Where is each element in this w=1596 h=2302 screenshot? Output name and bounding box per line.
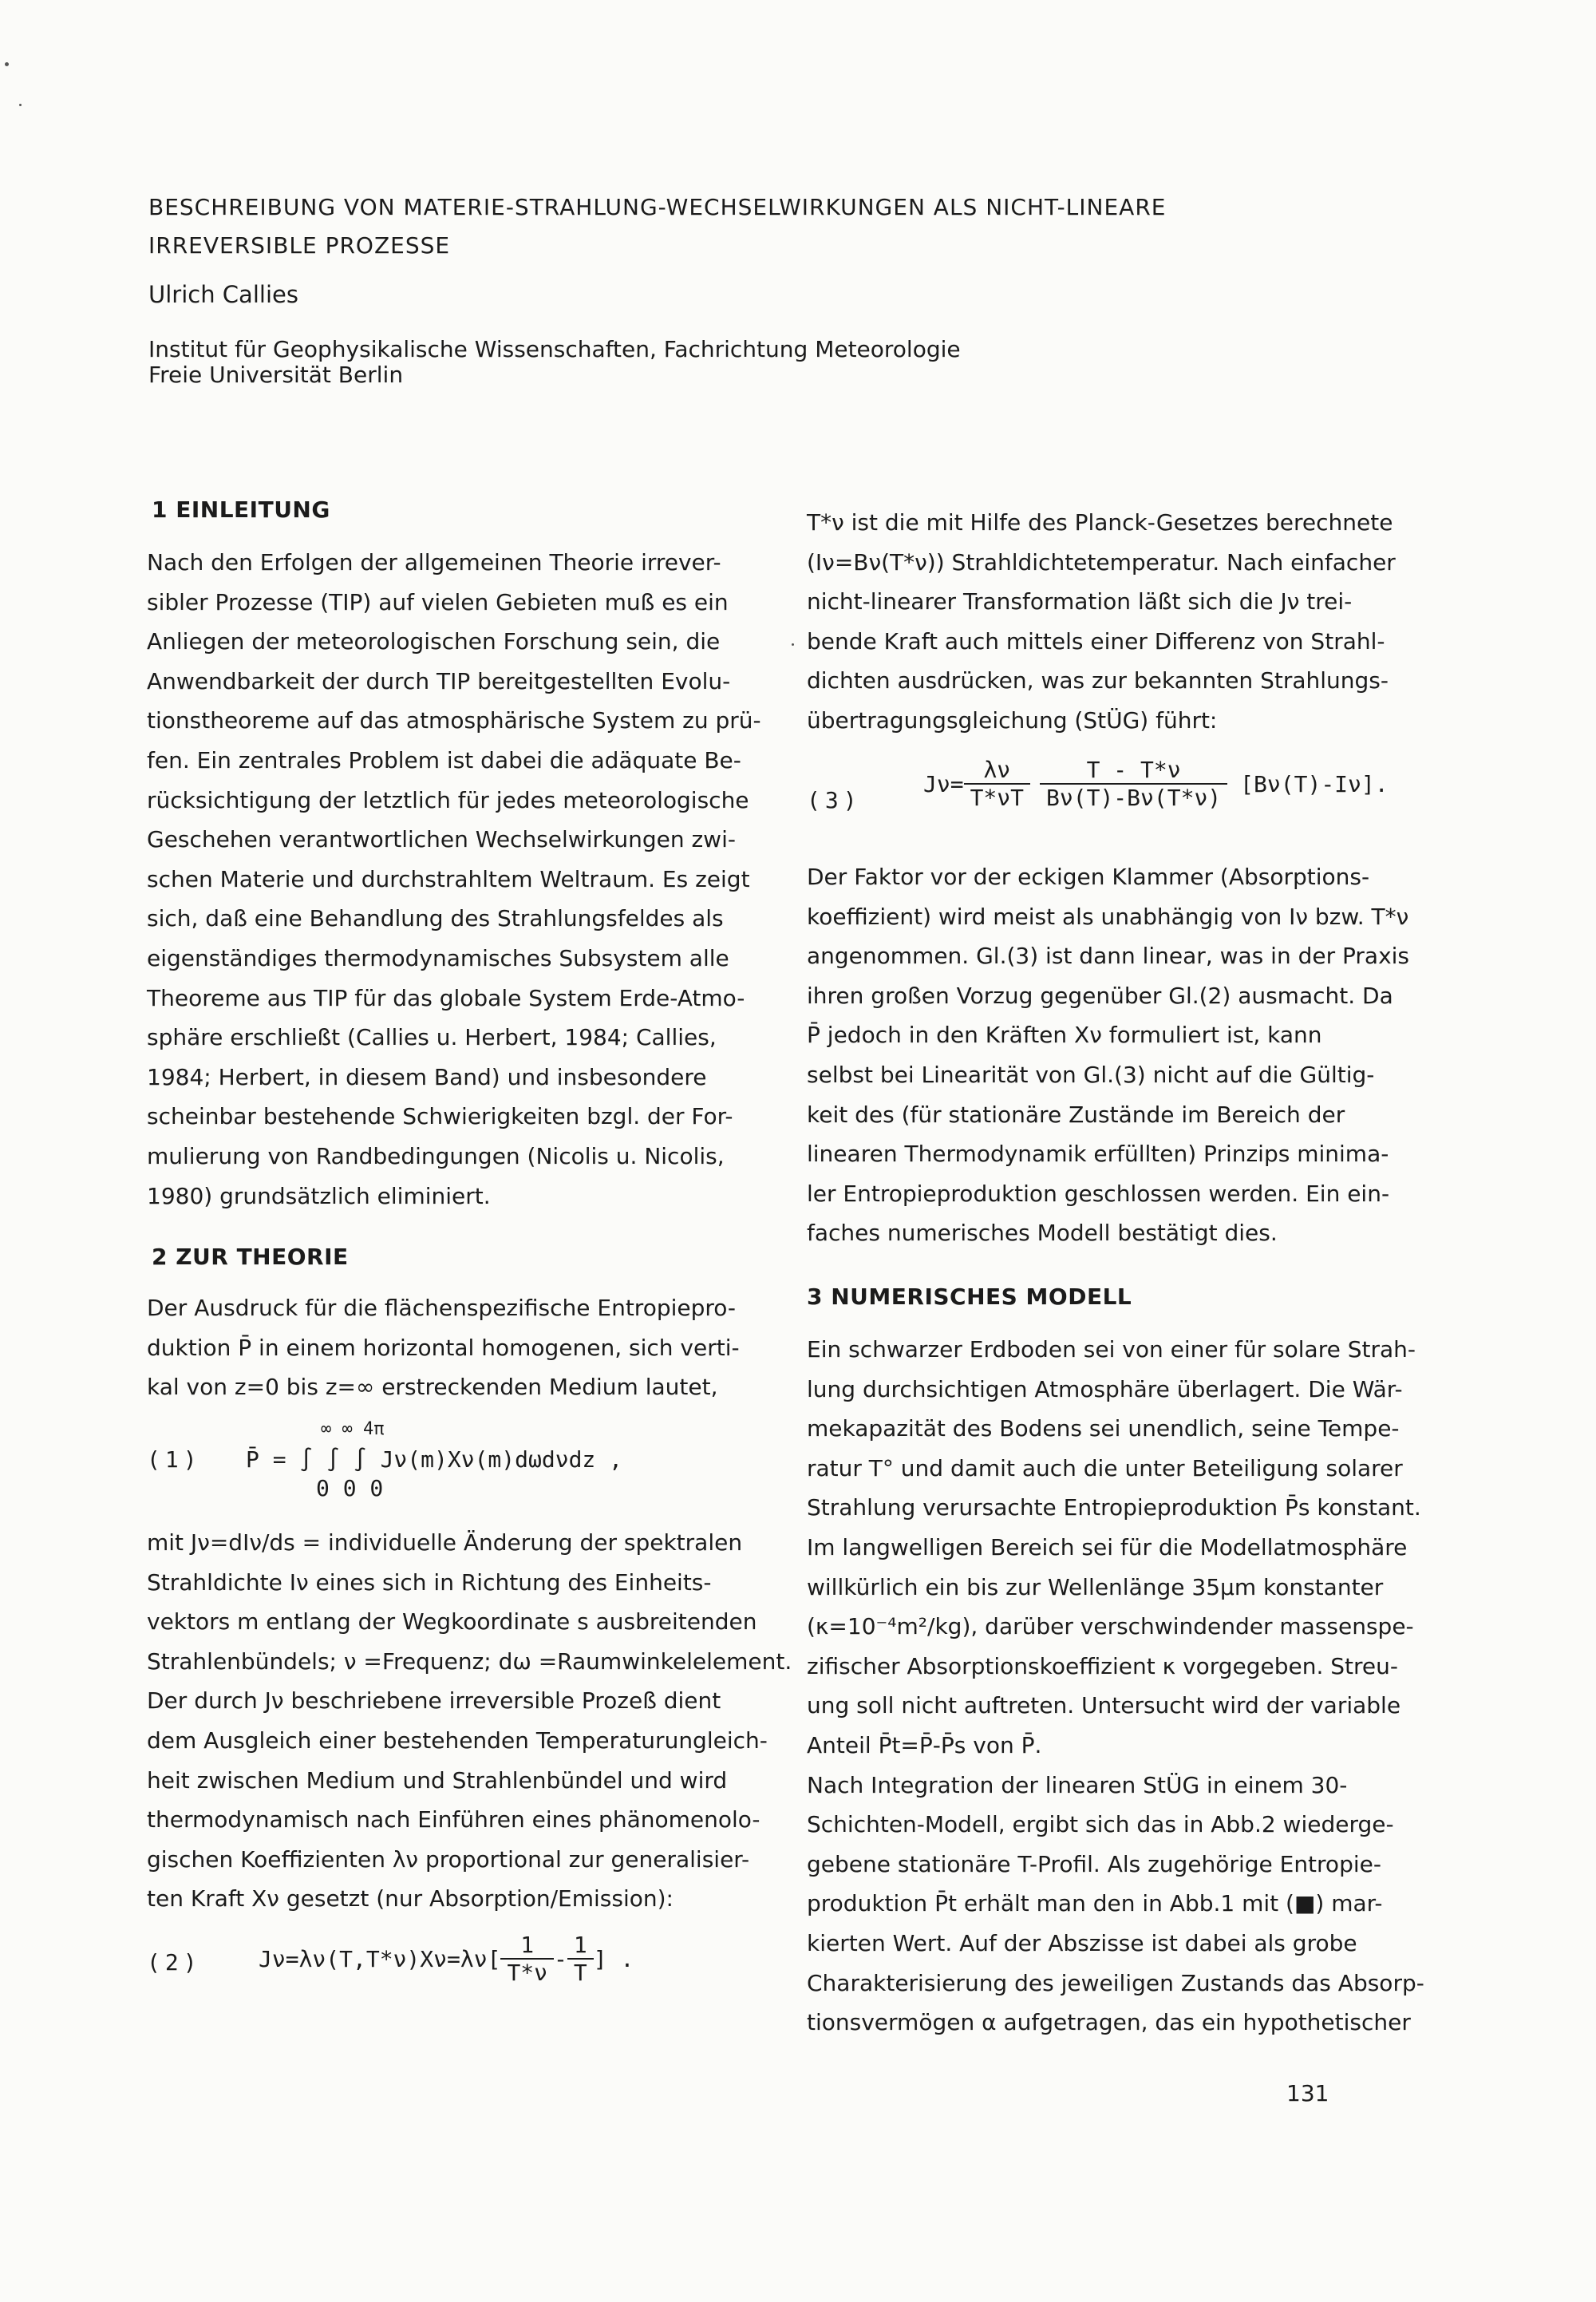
text-line: dem Ausgleich einer bestehenden Temperaturungleich-: [147, 1726, 768, 1754]
text-line: Charakterisierung des jeweiligen Zustands das Absorp-: [807, 1969, 1424, 1996]
page-number: 131: [1286, 2080, 1329, 2106]
text-line: 1984; Herbert, in diesem Band) und insbesondere: [147, 1063, 707, 1090]
equation-3-fraction-1: [964, 757, 1030, 811]
scan-speck: [792, 643, 794, 646]
text-line: Im langwelligen Bereich sei für die Modellatmosphäre: [807, 1533, 1408, 1560]
text-line: keit des (für stationäre Zustände im Bereich der: [807, 1101, 1345, 1128]
text-line: tionstheoreme auf das atmosphärische System zu prü-: [147, 707, 761, 734]
text-line: Nach den Erfolgen der allgemeinen Theorie irrever-: [147, 549, 721, 576]
text-line: Der Ausdruck für die flächenspezifische Entropiepro-: [147, 1295, 737, 1321]
equation-3-number: (3): [807, 787, 862, 813]
text-line: sphäre erschließt (Callies u. Herbert, 1984; Callies,: [147, 1024, 717, 1051]
equation-2-fraction-2-denominator: T: [573, 1960, 587, 1986]
equation-2-lhs: Jν=λν(T,T*ν)Xν=λν[: [259, 1945, 501, 1972]
section-2-text-b: [147, 1523, 792, 1919]
author-name: Ulrich Callies: [148, 281, 298, 308]
section-3-text: [807, 1330, 1437, 2043]
text-line: mulierung von Randbedingungen (Nicolis u. Nicolis,: [147, 1142, 725, 1169]
text-line: T*ν ist die mit Hilfe des Planck-Gesetzes berechnete: [807, 509, 1393, 536]
section-1-text: [147, 543, 777, 1216]
text-line: Theoreme aus TIP für das globale System Erde-Atmo-: [147, 984, 745, 1011]
text-line: ler Entropieproduktion geschlossen werden. Ein ein-: [807, 1180, 1390, 1207]
text-line: sich, daß eine Behandlung des Strahlungsfeldes als: [147, 905, 724, 932]
text-line: lung durchsichtigen Atmosphäre überlagert. Die Wär-: [807, 1375, 1403, 1402]
text-line: selbst bei Linearität von Gl.(3) nicht auf die Gültig-: [807, 1061, 1375, 1088]
text-line: fen. Ein zentrales Problem ist dabei die adäquate Be-: [147, 746, 741, 773]
text-line: ihren großen Vorzug gegenüber Gl.(2) ausmacht. Da: [807, 982, 1393, 1009]
text-line: Strahldichte Iν eines sich in Richtung des Einheits-: [147, 1568, 712, 1596]
text-line: kal von z=0 bis z=∞ erstreckenden Medium lautet,: [147, 1374, 718, 1401]
equation-1-lower-limits: 0 0 0: [316, 1475, 384, 1501]
text-line: gebene stationäre T-Profil. Als zugehörige Entropie-: [807, 1850, 1381, 1877]
text-line: Geschehen verantwortlichen Wechselwirkungen zwi-: [147, 826, 736, 853]
text-line: Schichten-Modell, ergibt sich das in Abb.2 wiederge-: [807, 1811, 1394, 1838]
text-line: ten Kraft Xν gesetzt (nur Absorption/Emission):: [147, 1885, 674, 1912]
text-line: Strahlung verursachte Entropieproduktion P̄s konstant.: [807, 1494, 1421, 1521]
scan-speck: [5, 62, 9, 66]
equation-2-end: ] .: [593, 1945, 634, 1972]
text-line: Anteil P̄t=P̄-P̄s von P̄.: [807, 1731, 1042, 1758]
text-line: produktion P̄t erhält man den in Abb.1 mit (■) mar-: [807, 1890, 1383, 1917]
text-line: tionsvermögen α aufgetragen, das ein hypothetischer: [807, 2009, 1411, 2036]
text-line: übertragungsgleichung (StÜG) führt:: [807, 706, 1218, 734]
text-line: gischen Koeffizienten λν proportional zur generalisier-: [147, 1845, 750, 1873]
equation-3-rhs: [Bν(T)-Iν].: [1240, 770, 1389, 797]
right-text-b: [807, 857, 1437, 1253]
text-line: thermodynamisch nach Einführen eines phänomenolo-: [147, 1806, 760, 1833]
text-line: willkürlich ein bis zur Wellenlänge 35μm konstanter: [807, 1573, 1384, 1600]
text-line: Der durch Jν beschriebene irreversible Prozeß dient: [147, 1687, 721, 1715]
section-3-heading: 3 NUMERISCHES MODELL: [807, 1284, 1132, 1310]
article-title-line-2: IRREVERSIBLE PROZESSE: [148, 232, 451, 259]
text-line: Anliegen der meteorologischen Forschung sein, die: [147, 628, 721, 655]
equation-1-number: (1): [147, 1446, 202, 1473]
section-2-heading: 2 ZUR THEORIE: [152, 1244, 349, 1270]
text-line: P̄ jedoch in den Kräften Xν formuliert ist, kann: [807, 1022, 1322, 1049]
text-line: sibler Prozesse (TIP) auf vielen Gebieten muß es ein: [147, 588, 729, 615]
equation-2-fraction-2: [567, 1932, 594, 1986]
text-line: Strahlenbündels; ν =Frequenz; dω =Raumwinkelelement.: [147, 1647, 792, 1675]
text-line: schen Materie und durchstrahltem Weltraum. Es zeigt: [147, 865, 750, 892]
text-line: zifischer Absorptionskoeffizient κ vorgegeben. Streu-: [807, 1652, 1399, 1679]
article-title-line-1: BESCHREIBUNG VON MATERIE-STRAHLUNG-WECHSELWIRKUNGEN ALS NICHT-LINEARE: [148, 194, 1167, 220]
text-line: ratur T° und damit auch die unter Beteiligung solarer: [807, 1454, 1403, 1481]
equation-3-fraction-1-numerator: λν: [964, 757, 1030, 785]
institute-line-2: Freie Universität Berlin: [148, 362, 404, 388]
right-text-a: [807, 503, 1437, 741]
text-line: nicht-linearer Transformation läßt sich die Jν trei-: [807, 588, 1353, 615]
text-line: eigenständiges thermodynamisches Subsystem alle: [147, 944, 729, 971]
text-line: duktion P̄ in einem horizontal homogenen, sich verti-: [147, 1334, 740, 1361]
text-line: koeffizient) wird meist als unabhängig von Iν bzw. T*ν: [807, 903, 1409, 930]
text-line: vektors m entlang der Wegkoordinate s ausbreitenden: [147, 1608, 757, 1636]
equation-2-number: (2): [147, 1949, 202, 1976]
equation-1: P̄ = ∫ ∫ ∫ Jν(m)Xν(m)dωdνdz ,: [246, 1446, 623, 1473]
text-line: rücksichtigung der letztlich für jedes meteorologische: [147, 786, 749, 813]
equation-2-minus: -: [554, 1945, 567, 1972]
text-line: Anwendbarkeit der durch TIP bereitgestellten Evolu-: [147, 667, 731, 694]
equation-2-fraction-1-denominator: T*ν: [507, 1960, 548, 1986]
text-line: dichten ausdrücken, was zur bekannten Strahlungs-: [807, 667, 1389, 694]
equation-1-upper-limits: ∞ ∞ 4π: [321, 1419, 385, 1439]
article-header: [148, 188, 1457, 388]
equation-2-fraction-1-numerator: 1: [500, 1932, 554, 1960]
text-line: Nach Integration der linearen StÜG in einem 30-: [807, 1771, 1348, 1798]
text-line: heit zwischen Medium und Strahlenbündel und wird: [147, 1766, 728, 1794]
text-line: linearen Thermodynamik erfüllten) Prinzips minima-: [807, 1141, 1389, 1168]
text-line: Ein schwarzer Erdboden sei von einer für solare Strah-: [807, 1336, 1416, 1363]
text-line: (Iν=Bν(T*ν)) Strahldichtetemperatur. Nach einfacher: [807, 548, 1396, 576]
equation-3: [923, 757, 1389, 811]
equation-3-fraction-2: [1040, 757, 1227, 811]
text-line: mit Jν=dIν/ds = individuelle Änderung der spektralen: [147, 1529, 743, 1556]
section-2-text-a: [147, 1288, 777, 1407]
scan-speck: [19, 104, 22, 106]
text-line: faches numerisches Modell bestätigt dies.: [807, 1220, 1278, 1247]
text-line: mekapazität des Bodens sei unendlich, seine Tempe-: [807, 1415, 1400, 1442]
equation-3-lhs: Jν=: [923, 770, 964, 797]
text-line: scheinbar bestehende Schwierigkeiten bzgl. der For-: [147, 1103, 733, 1130]
text-line: ung soll nicht auftreten. Untersucht wird der variable: [807, 1692, 1401, 1719]
institute-line-1: Institut für Geophysikalische Wissenschaften, Fachrichtung Meteorologie: [148, 336, 961, 362]
text-line: kierten Wert. Auf der Abszisse ist dabei als grobe: [807, 1929, 1357, 1956]
equation-3-fraction-2-numerator: T - T*ν: [1040, 757, 1227, 785]
section-1-heading: 1 EINLEITUNG: [152, 496, 330, 523]
equation-3-fraction-2-denominator: Bν(T)-Bν(T*ν): [1046, 785, 1222, 811]
text-line: (κ=10⁻⁴m²/kg), darüber verschwindender massenspe-: [807, 1613, 1414, 1640]
text-line: Der Faktor vor der eckigen Klammer (Absorptions-: [807, 864, 1370, 890]
text-line: angenommen. Gl.(3) ist dann linear, was in der Praxis: [807, 943, 1410, 970]
text-line: bende Kraft auch mittels einer Differenz von Strahl-: [807, 627, 1385, 655]
equation-2-fraction-2-numerator: 1: [567, 1932, 594, 1960]
text-line: 1980) grundsätzlich eliminiert.: [147, 1182, 491, 1209]
equation-2-fraction-1: [500, 1932, 554, 1986]
equation-2: [259, 1932, 634, 1986]
equation-3-fraction-1-denominator: T*νT: [970, 785, 1025, 811]
